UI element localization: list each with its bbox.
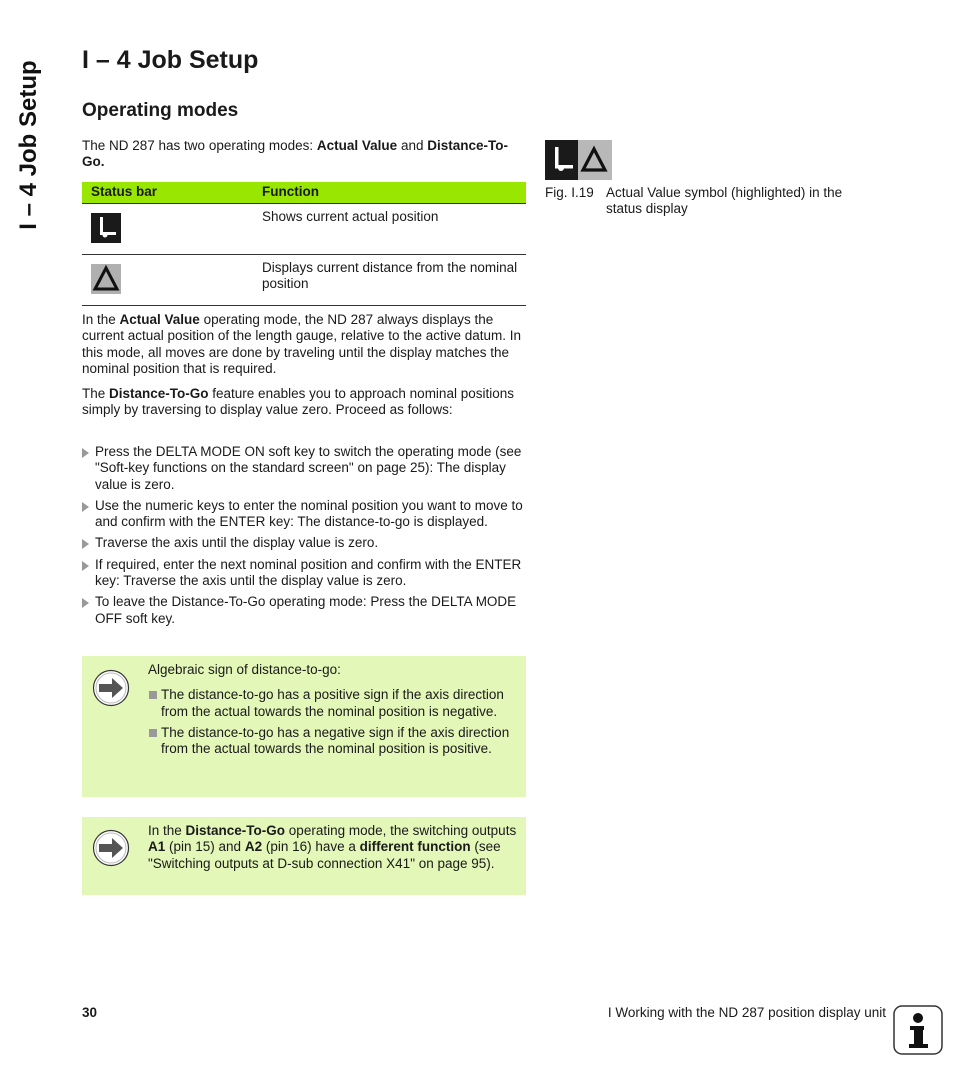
table-cell-function: Displays current distance from the nominal position	[262, 255, 526, 306]
list-item: The distance-to-go has a positive sign if the axis direction from the actual towards the nominal position is negative.	[148, 687, 520, 720]
step-arrow-icon	[82, 561, 89, 571]
step-arrow-icon	[82, 502, 89, 512]
figure-caption	[545, 185, 875, 218]
figure-caption-text: Actual Value symbol (highlighted) in the status display	[606, 185, 843, 217]
actual-value-symbol-icon	[91, 213, 121, 243]
list-item: Traverse the axis until the display value is zero.	[82, 535, 526, 551]
side-tab-label: I – 4 Job Setup	[15, 60, 42, 230]
bullet-square-icon	[149, 691, 157, 699]
list-item: Press the DELTA MODE ON soft key to switch the operating mode (see "Soft-key functions on the standard screen" on page 25): The display value is zero.	[82, 444, 526, 493]
table-header-status-bar: Status bar	[82, 182, 262, 204]
actual-value-paragraph: In the Actual Value operating mode, the ND 287 always displays the current actual position of the length gauge, relative to the active datum. In this mode, all moves are done by traveling until the display matches the nominal position that is required.	[82, 312, 522, 376]
side-chapter-tab	[12, 50, 46, 240]
list-item: The distance-to-go has a negative sign if the axis direction from the actual towards the nominal position is positive.	[148, 725, 520, 758]
status-display-symbols-figure	[545, 140, 612, 180]
distance-to-go-symbol-icon	[91, 264, 121, 294]
bullet-square-icon	[149, 729, 157, 737]
note-text: In the Distance-To-Go operating mode, the switching outputs A1 (pin 15) and A2 (pin 16) have a different function (see "Switching outputs at D-sub connection X41" on page 95).	[148, 823, 517, 871]
figure-number: Fig. I.19	[545, 185, 594, 200]
step-arrow-icon	[82, 598, 89, 608]
arrow-right-note-icon	[92, 829, 130, 867]
distance-to-go-paragraph: The Distance-To-Go feature enables you to approach nominal positions simply by traversing to display value zero. Proceed as follows:	[82, 386, 514, 418]
note-heading: Algebraic sign of distance-to-go:	[148, 662, 341, 677]
page-title: I – 4 Job Setup	[82, 46, 259, 74]
section-title: Operating modes	[82, 100, 239, 121]
list-item: If required, enter the next nominal position and confirm with the ENTER key: Traverse the axis until the display value is zero.	[82, 557, 526, 590]
procedure-steps	[82, 444, 526, 632]
arrow-right-note-icon	[92, 669, 130, 707]
list-item: Use the numeric keys to enter the nominal position you want to move to and confirm with the ENTER key: The distance-to-go is displayed.	[82, 498, 526, 531]
table-row	[82, 204, 526, 255]
info-icon	[893, 1005, 943, 1055]
step-arrow-icon	[82, 448, 89, 458]
note-box-switching-outputs	[82, 817, 526, 895]
table-header-function: Function	[262, 182, 526, 204]
status-bar-table	[82, 182, 526, 306]
table-cell-function: Shows current actual position	[262, 204, 526, 255]
step-arrow-icon	[82, 539, 89, 549]
list-item: To leave the Distance-To-Go operating mode: Press the DELTA MODE OFF soft key.	[82, 594, 526, 627]
note-box-algebraic-sign	[82, 656, 526, 797]
table-row	[82, 255, 526, 306]
footer-chapter-text: I Working with the ND 287 position display unit	[607, 1005, 886, 1020]
intro-paragraph: The ND 287 has two operating modes: Actual Value and Distance-To-Go.	[82, 138, 508, 170]
page-number: 30	[82, 1005, 98, 1020]
